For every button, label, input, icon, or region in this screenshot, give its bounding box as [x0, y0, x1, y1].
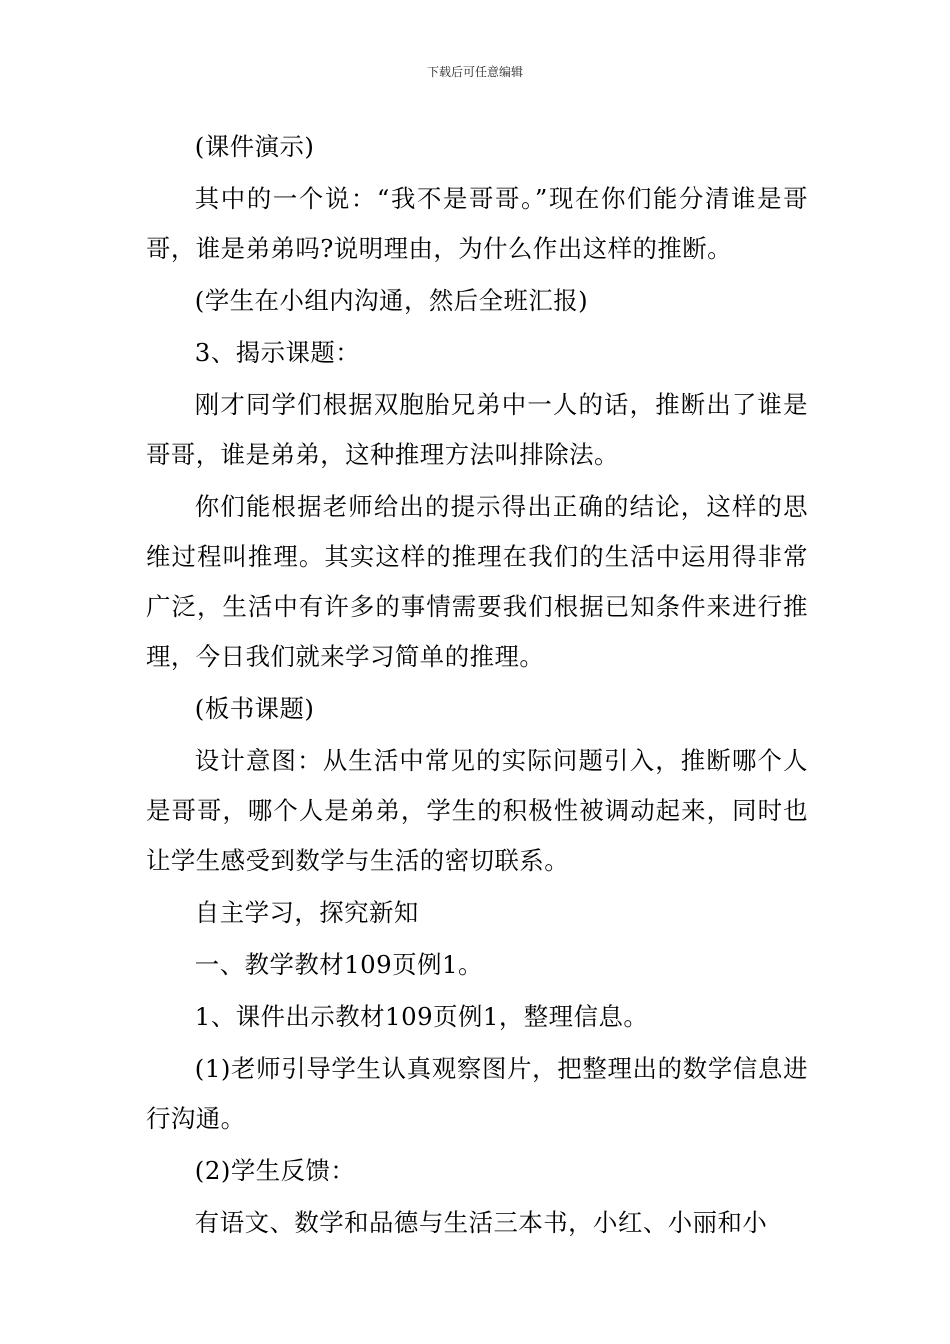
paragraph: 刚才同学们根据双胞胎兄弟中一人的话，推断出了谁是哥哥，谁是弟弟，这种推理方法叫排除法。	[146, 390, 808, 469]
paragraph: 你们能根据老师给出的提示得出正确的结论，这样的思维过程叫推理。其实这样的推理在我们的生活中运用得非常广泛，生活中有许多的事情需要我们根据已知条件来进行推理，今日我们就来学习简单的推理。	[146, 492, 808, 671]
paragraph: 自主学习，探究新知	[194, 898, 419, 927]
header-note: 下载后可任意编辑	[426, 65, 523, 79]
paragraph: 设计意图：从生活中常见的实际问题引入，推断哪个人是哥哥，哪个人是弟弟，学生的积极性被调动起来，同时也让学生感受到数学与生活的密切联系。	[146, 746, 808, 875]
paragraph: (1)老师引导学生认真观察图片，把整理出的数学信息进行沟通。	[146, 1054, 808, 1133]
paragraph: (2)学生反馈：	[194, 1156, 356, 1185]
paragraph: (学生在小组内沟通，然后全班汇报)	[194, 286, 589, 315]
paragraph: 3、揭示课题：	[194, 338, 361, 367]
paragraph: (课件演示)	[194, 132, 315, 161]
paragraph: 一、教学教材109页例1。	[194, 950, 483, 979]
paragraph: 其中的一个说：“我不是哥哥。”现在你们能分清谁是哥哥，谁是弟弟吗?说明理由，为什么作出这样的推断。	[146, 184, 808, 263]
paragraph: 有语文、数学和品德与生活三本书，小红、小丽和小	[194, 1208, 768, 1237]
paragraph: (板书课题)	[194, 694, 315, 723]
document-body	[146, 122, 808, 1250]
paragraph: 1、课件出示教材109页例1，整理信息。	[194, 1002, 649, 1031]
